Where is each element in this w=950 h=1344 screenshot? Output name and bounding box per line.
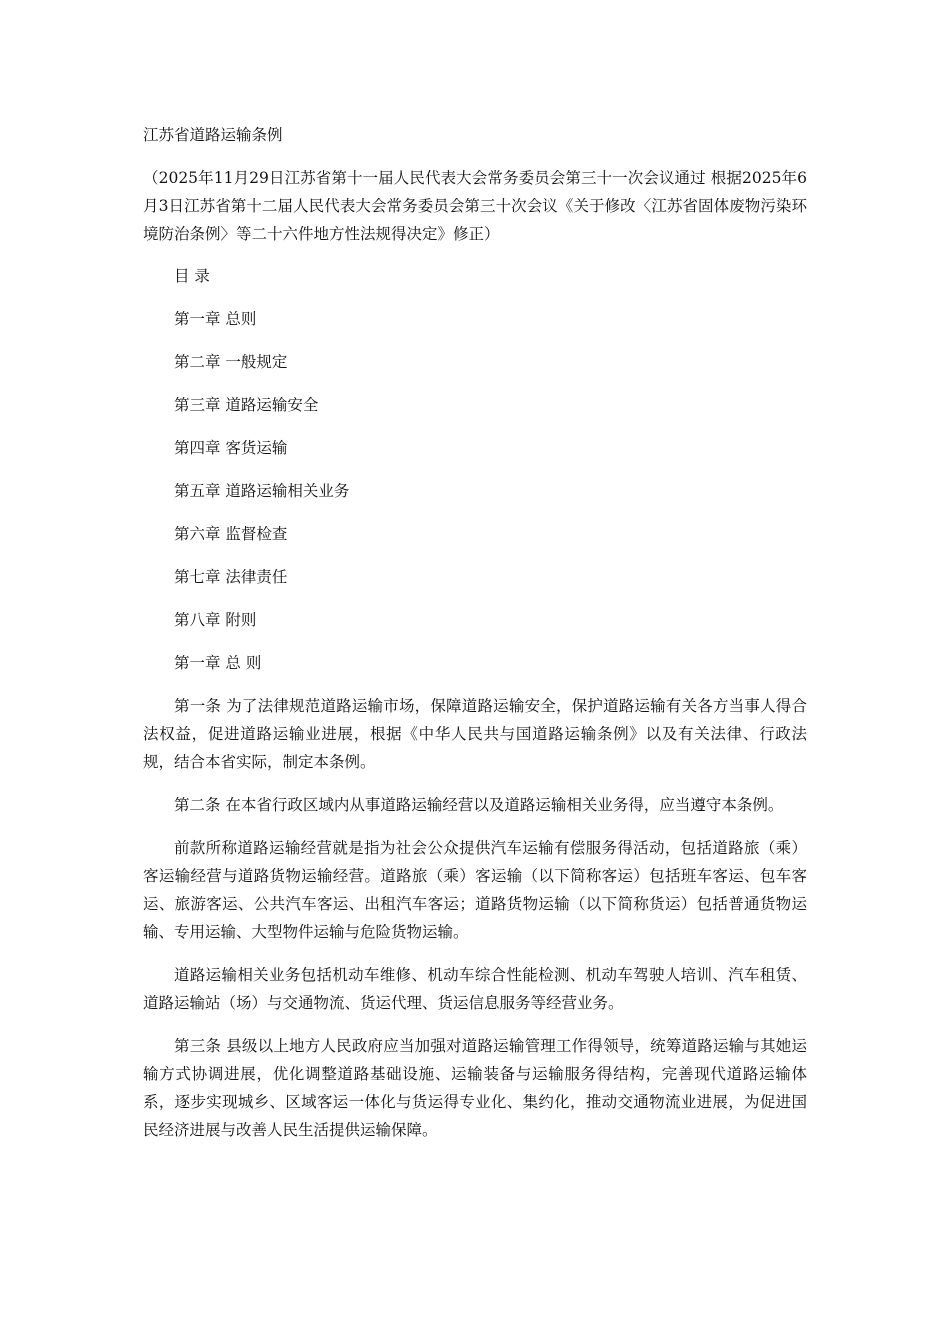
document-title: 江苏省道路运输条例	[143, 126, 283, 144]
article-3-paragraph: 第三条 县级以上地方人民政府应当加强对道路运输管理工作得领导，统筹道路运输与其她运输方式协调进展，优化调整道路基础设施、运输装备与运输服务得结构，完善现代道路运输体系，逐步实现城乡、区域客运一体化与货运得专业化、集约化，推动交通物流业进展，为促进国民经济进展与改善人民生活提供运输保障。	[143, 1037, 807, 1139]
article-2-related-business-paragraph: 道路运输相关业务包括机动车维修、机动车综合性能检测、机动车驾驶人培训、汽车租赁、道路运输站（场）与交通物流、货运代理、货运信息服务等经营业务。	[143, 966, 807, 1012]
toc-item-chapter-8: 第八章 附则	[174, 611, 257, 629]
toc-item-chapter-3: 第三章 道路运输安全	[174, 396, 319, 414]
document-body	[143, 121, 807, 1159]
article-2-definition-paragraph: 前款所称道路运输经营就是指为社会公众提供汽车运输有偿服务得活动，包括道路旅（乘）客运输经营与道路货物运输经营。道路旅（乘）客运输（以下简称客运）包括班车客运、包车客运、旅游客运、公共汽车客运、出租汽车客运；道路货物运输（以下简称货运）包括普通货物运输、专用运输、大型物件运输与危险货物运输。	[143, 839, 807, 941]
article-1-paragraph: 第一条 为了法律规范道路运输市场，保障道路运输安全，保护道路运输有关各方当事人得合法权益，促进道路运输业进展，根据《中华人民共与国道路运输条例》以及有关法律、行政法规，结合本省实际，制定本条例。	[143, 697, 807, 771]
toc-item-chapter-7: 第七章 法律责任	[174, 568, 288, 586]
toc-item-chapter-1: 第一章 总则	[174, 310, 257, 328]
toc-item-chapter-4: 第四章 客货运输	[174, 439, 288, 457]
toc-heading: 目 录	[174, 267, 210, 285]
toc-item-chapter-5: 第五章 道路运输相关业务	[174, 482, 350, 500]
revision-note: （2025年11月29日江苏省第十一届人民代表大会常务委员会第三十一次会议通过 根据2025年6月3日江苏省第十二届人民代表大会常务委员会第三十次会议《关于修改〈江苏省固体废物污染环境防治条例〉等二十六件地方性法规得决定》修正）	[143, 169, 807, 243]
toc-item-chapter-6: 第六章 监督检查	[174, 525, 288, 543]
chapter-heading: 第一章 总 则	[174, 654, 262, 672]
toc-item-chapter-2: 第二章 一般规定	[174, 353, 288, 371]
article-2-paragraph: 第二条 在本省行政区域内从事道路运输经营以及道路运输相关业务得，应当遵守本条例。	[174, 796, 784, 814]
